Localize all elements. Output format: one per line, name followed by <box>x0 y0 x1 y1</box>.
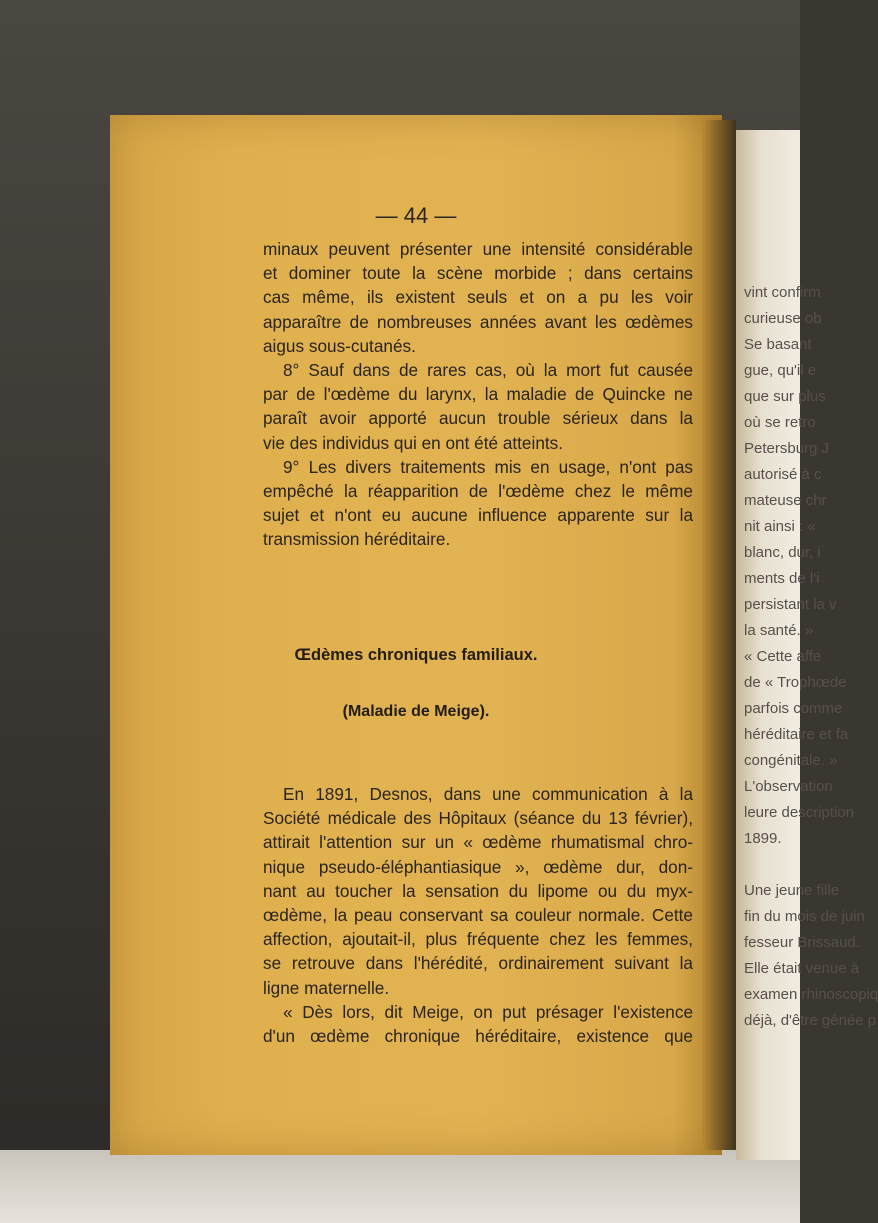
facing-text-line: parfois comme <box>744 700 843 717</box>
facing-text-line: mateuse chr <box>744 492 827 509</box>
text-line: et dominer toute la scène morbide ; dans certains <box>263 263 693 284</box>
facing-text-line: L'observation <box>744 778 833 795</box>
book-gutter <box>702 120 736 1150</box>
text-line: par de l'œdème du larynx, la maladie de Quincke ne <box>263 384 693 405</box>
facing-text-line: gue, qu'il e <box>744 362 817 379</box>
text-line: apparaître de nombreuses années avant les œdèmes <box>263 311 693 332</box>
text-line: minaux peuvent présenter une intensité considérable <box>263 239 693 259</box>
text-line: empêché la réapparition de l'œdème chez le même <box>263 481 693 502</box>
facing-page-text <box>744 280 878 1034</box>
text-line: ligne maternelle. <box>263 977 390 998</box>
section-subheading: (Maladie de Meige). <box>342 703 490 720</box>
page-number: — 44 — <box>375 203 457 228</box>
facing-text-line: curieuse ob <box>744 310 822 327</box>
facing-text-line: de « Trophœde <box>744 674 847 691</box>
facing-text-line: autorisé à c <box>744 466 822 483</box>
facing-text-line: héréditaire et fa <box>744 726 849 743</box>
text-line: Société médicale des Hôpitaux (séance du 13 février), <box>263 808 693 829</box>
section-heading: Œdèmes chroniques familiaux. <box>294 646 538 664</box>
text-line: « Dès lors, dit Meige, on put présager l'existence <box>283 1001 693 1022</box>
facing-text-line <box>744 852 804 878</box>
text-line: œdème, la peau conservant sa couleur normale. Cette <box>263 905 693 926</box>
facing-text-line: Se basant <box>744 336 812 353</box>
text-line: aigus sous-cutanés. <box>263 335 416 356</box>
facing-text-line: examen rhinoscopiq <box>744 986 878 1003</box>
text-line: 9° Les divers traitements mis en usage, n'ont pas <box>283 456 693 477</box>
facing-text-line: ments de l'i <box>744 570 820 587</box>
facing-text-line: nit ainsi : « <box>744 518 816 535</box>
text-line: sujet et n'ont eu aucune influence apparente sur la <box>263 505 693 526</box>
facing-text-line: blanc, dur, i <box>744 544 821 561</box>
text-line: attirait l'attention sur un « œdème rhumatismal chro- <box>263 832 693 853</box>
facing-text-line: congénitale. » <box>744 752 838 769</box>
facing-text-line: où se retro <box>744 414 816 431</box>
text-line: nant au toucher la sensation du lipome ou du myx- <box>263 880 693 901</box>
facing-text-line: leure description <box>744 804 855 821</box>
body-text-bottom <box>263 782 693 1048</box>
facing-text-line: Une jeune fille <box>744 882 840 899</box>
text-line: affection, ajoutait-il, plus fréquente chez les femmes, <box>263 929 693 950</box>
text-line: se retrouve dans l'hérédité, ordinairement suivant la <box>263 953 693 974</box>
body-text-top <box>263 237 693 552</box>
text-line: d'un œdème chronique héréditaire, existence que <box>263 1026 693 1047</box>
facing-text-line: « Cette affe <box>744 648 822 665</box>
text-line: En 1891, Desnos, dans une communication à la <box>283 784 693 804</box>
text-line: cas même, ils existent seuls et on a pu les voir <box>263 287 693 308</box>
facing-text-line: persistant la v <box>744 596 837 613</box>
facing-text-line: Petersburg J <box>744 440 830 457</box>
text-line: vie des individus qui en ont été atteints. <box>263 432 564 453</box>
text-line: nique pseudo-éléphantiasique », œdème dur, don- <box>263 856 693 877</box>
facing-text-line: fin du mois de juin <box>744 908 865 925</box>
facing-text-line: 1899. <box>744 830 782 847</box>
text-line: 8° Sauf dans de rares cas, où la mort fut causée <box>283 360 693 381</box>
facing-text-line: la santé. » <box>744 622 814 639</box>
facing-text-line: déjà, d'être gênée p <box>744 1012 877 1029</box>
facing-text-line: que sur plus <box>744 388 826 405</box>
text-line: paraît avoir apporté aucun trouble sérieux dans la <box>263 408 693 429</box>
scanner-bed <box>0 1150 800 1223</box>
facing-text-line: fesseur Brissaud. <box>744 934 860 951</box>
facing-text-line: vint confirm <box>744 284 821 301</box>
facing-text-line: Elle était venue à <box>744 960 860 977</box>
text-line: transmission héréditaire. <box>263 529 451 550</box>
